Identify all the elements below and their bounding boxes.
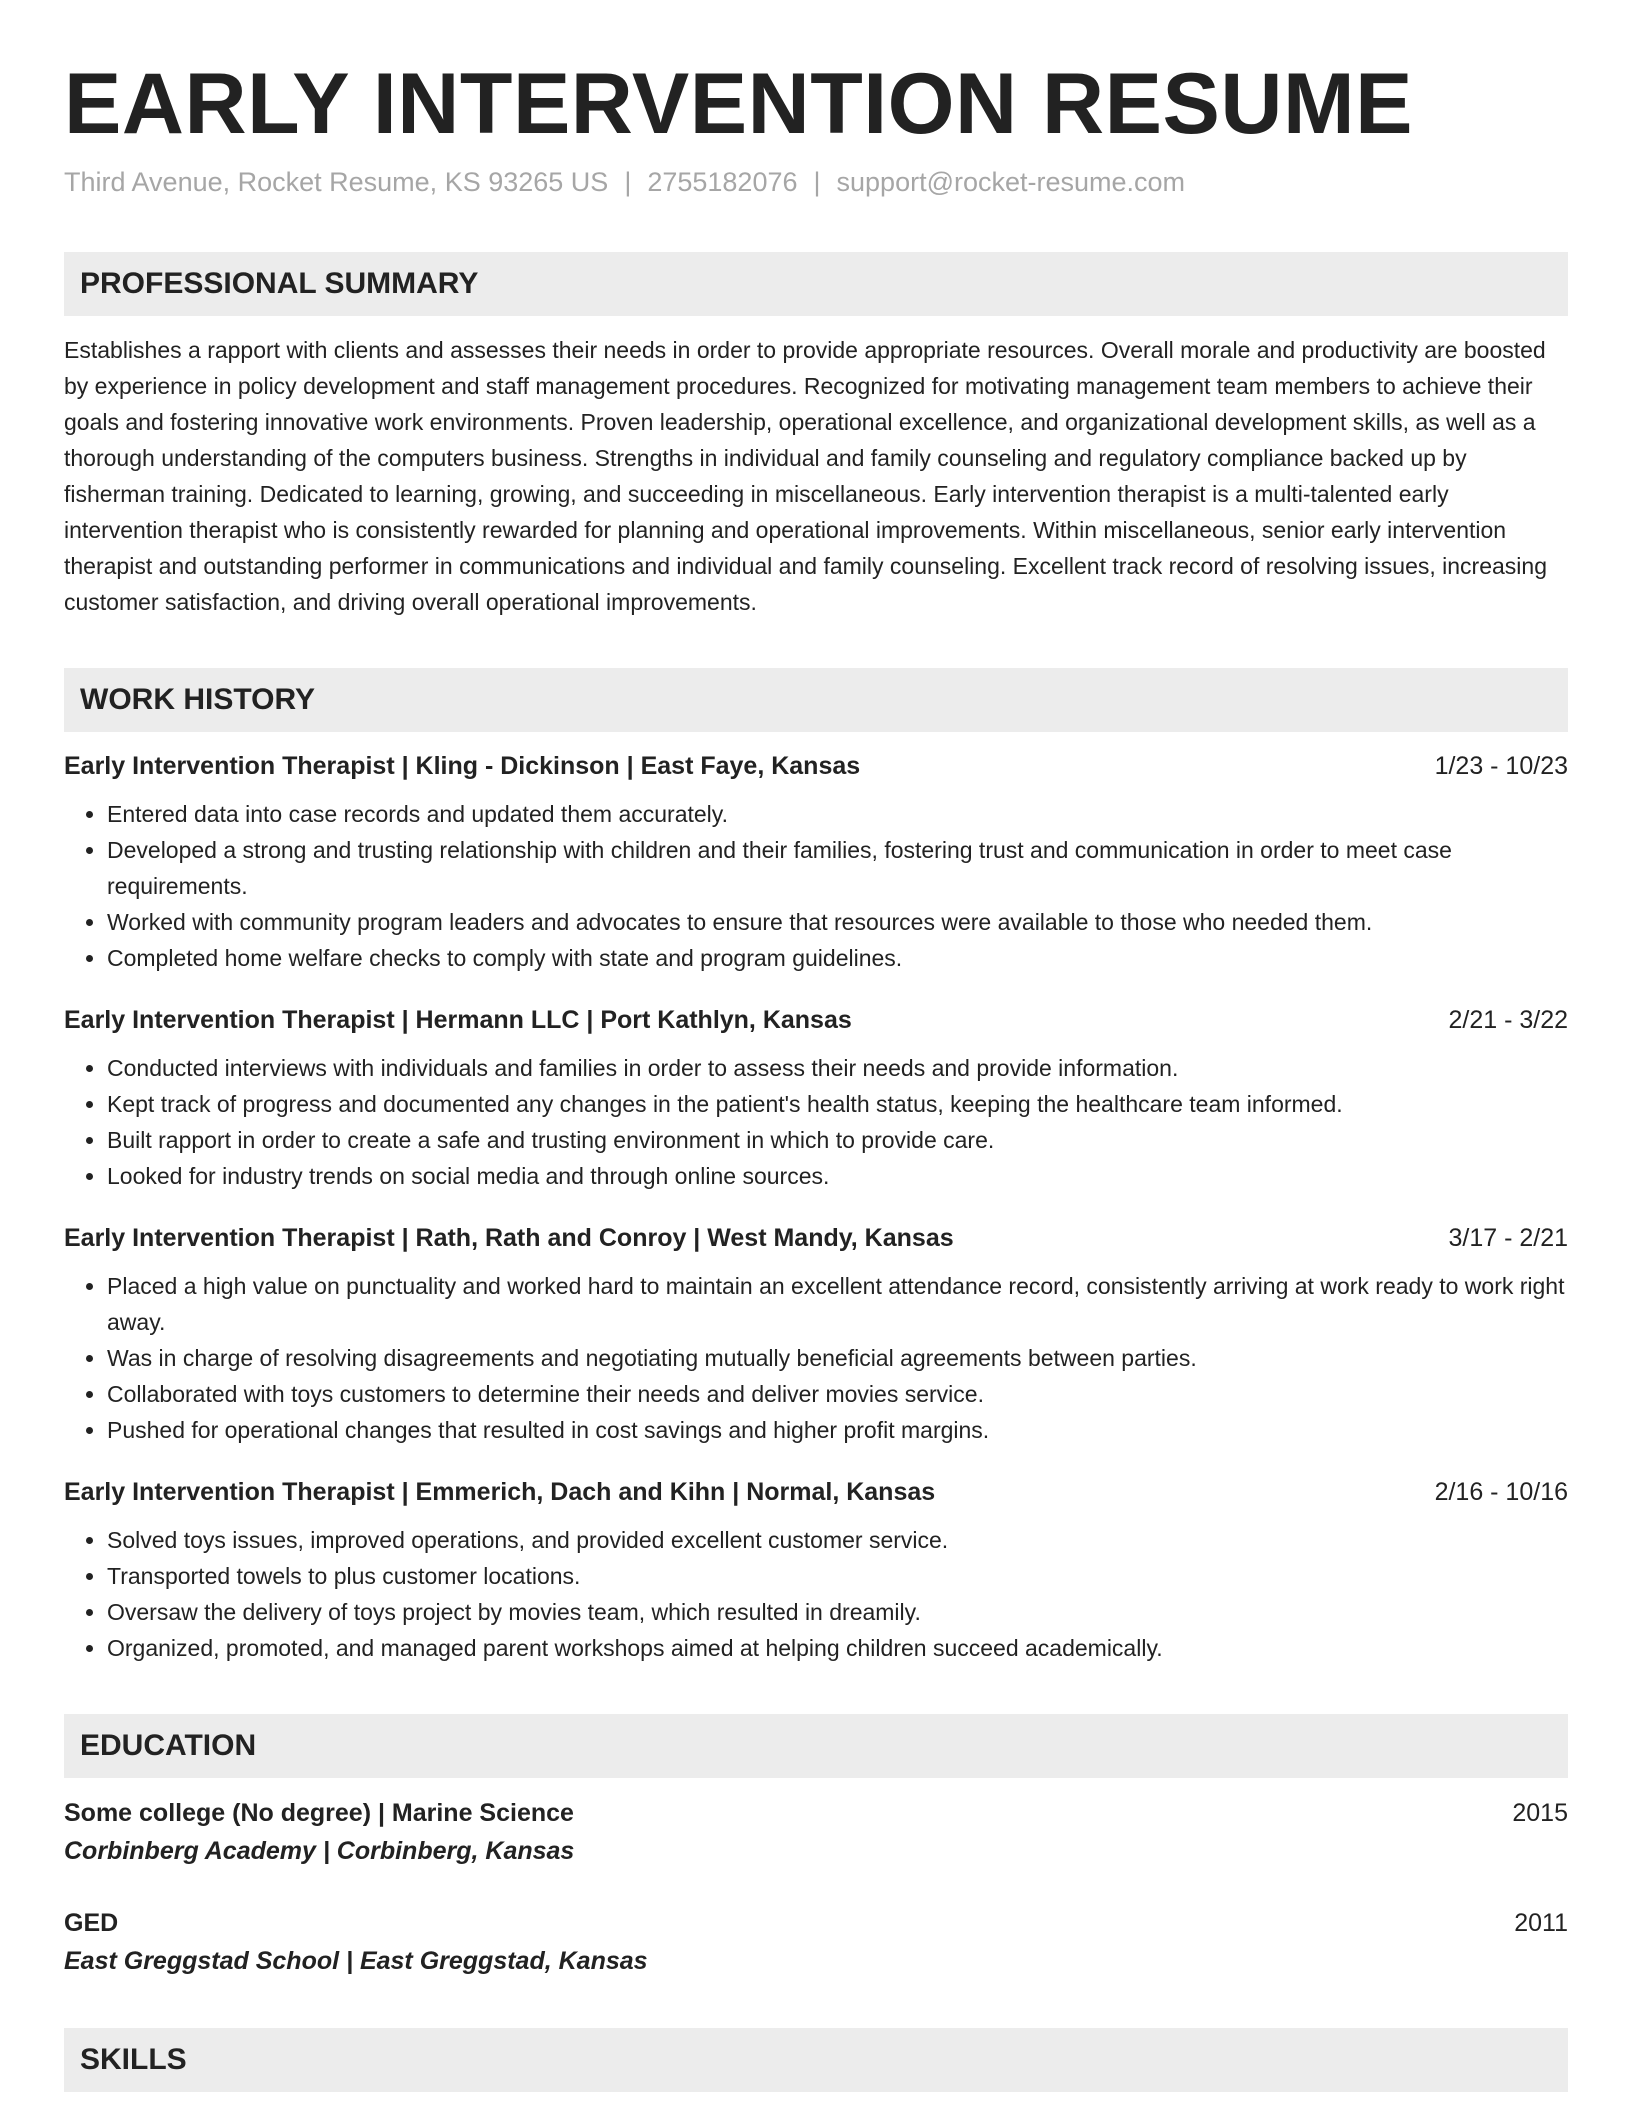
- job-header: [64, 1002, 1568, 1038]
- job-bullet: • Pushed for operational changes that resulted in cost savings and higher profit margins.: [107, 1412, 1568, 1448]
- job-bullet: • Transported towels to plus customer locations.: [107, 1558, 1568, 1594]
- job-bullets: [64, 1268, 1568, 1448]
- job-bullet: • Placed a high value on punctuality and worked hard to maintain an excellent attendance record, consistently arriving at work ready to work right away.: [107, 1268, 1568, 1340]
- section-heading-skills: SKILLS: [64, 2028, 1568, 2092]
- job-bullet: • Looked for industry trends on social media and through online sources.: [107, 1158, 1568, 1194]
- section-heading-education: EDUCATION: [64, 1714, 1568, 1778]
- education-header: [64, 1904, 1568, 1942]
- job-bullets: [64, 1522, 1568, 1666]
- job-entry: [64, 748, 1568, 976]
- job-entry: [64, 1474, 1568, 1666]
- job-bullet: • Was in charge of resolving disagreements and negotiating mutually beneficial agreements between parties.: [107, 1340, 1568, 1376]
- job-entry: [64, 1002, 1568, 1194]
- job-header: [64, 1220, 1568, 1256]
- job-header: [64, 748, 1568, 784]
- contact-email: support@rocket-resume.com: [836, 167, 1186, 197]
- job-bullet: • Organized, promoted, and managed parent workshops aimed at helping children succeed academically.: [107, 1630, 1568, 1666]
- job-bullets: [64, 796, 1568, 976]
- education-entry: [64, 1904, 1568, 1980]
- job-bullet: • Conducted interviews with individuals and families in order to assess their needs and provide information.: [107, 1050, 1568, 1086]
- job-bullet: • Collaborated with toys customers to determine their needs and deliver movies service.: [107, 1376, 1568, 1412]
- job-title: Early Intervention Therapist | Kling - Dickinson | East Faye, Kansas: [64, 752, 861, 780]
- contact-address: Third Avenue, Rocket Resume, KS 93265 US: [64, 167, 609, 197]
- education-degree: Some college (No degree) | Marine Science: [64, 1799, 574, 1827]
- education-header: [64, 1794, 1568, 1832]
- job-bullets: [64, 1050, 1568, 1194]
- job-bullet: • Developed a strong and trusting relationship with children and their families, fostering trust and communication in order to meet case requirements.: [107, 832, 1568, 904]
- job-bullet: • Worked with community program leaders and advocates to ensure that resources were available to those who needed them.: [107, 904, 1568, 940]
- job-title: Early Intervention Therapist | Rath, Rath and Conroy | West Mandy, Kansas: [64, 1224, 954, 1252]
- contact-line: [64, 162, 1568, 202]
- resume-name: EARLY INTERVENTION RESUME: [64, 56, 1413, 152]
- job-dates: 1/23 - 10/23: [1434, 752, 1568, 780]
- education-school: East Greggstad School | East Greggstad, Kansas: [64, 1947, 648, 1975]
- job-title: Early Intervention Therapist | Emmerich, Dach and Kihn | Normal, Kansas: [64, 1478, 936, 1506]
- job-dates: 2/16 - 10/16: [1434, 1478, 1568, 1506]
- job-bullet: • Kept track of progress and documented any changes in the patient's health status, keeping the healthcare team informed.: [107, 1086, 1568, 1122]
- job-dates: 3/17 - 2/21: [1448, 1224, 1568, 1252]
- job-header: [64, 1474, 1568, 1510]
- education-school: Corbinberg Academy | Corbinberg, Kansas: [64, 1837, 575, 1865]
- section-heading-work: WORK HISTORY: [64, 668, 1568, 732]
- education-year: 2011: [1514, 1909, 1568, 1937]
- education-degree: GED: [64, 1909, 119, 1937]
- job-dates: 2/21 - 3/22: [1448, 1006, 1568, 1034]
- education-year: 2015: [1512, 1799, 1568, 1827]
- section-heading-summary: PROFESSIONAL SUMMARY: [64, 252, 1568, 316]
- job-title: Early Intervention Therapist | Hermann LLC | Port Kathlyn, Kansas: [64, 1006, 852, 1034]
- job-bullet: • Entered data into case records and updated them accurately.: [107, 796, 1568, 832]
- contact-separator: |: [813, 167, 821, 197]
- job-entry: [64, 1220, 1568, 1448]
- job-bullet: • Oversaw the delivery of toys project by movies team, which resulted in dreamily.: [107, 1594, 1568, 1630]
- job-bullet: • Completed home welfare checks to comply with state and program guidelines.: [107, 940, 1568, 976]
- education-entry: [64, 1794, 1568, 1870]
- contact-separator: |: [624, 167, 632, 197]
- job-bullet: • Built rapport in order to create a safe and trusting environment in which to provide care.: [107, 1122, 1568, 1158]
- contact-phone: 2755182076: [647, 167, 798, 197]
- job-bullet: • Solved toys issues, improved operations, and provided excellent customer service.: [107, 1522, 1568, 1558]
- summary-text: Establishes a rapport with clients and assesses their needs in order to provide appropriate resources. Overall morale and productivity are boosted by experience in policy development and staff management procedures. Recognized for motivating management team members to achieve their goals and fostering innovative work environments. Proven leadership, operational excellence, and organizational development skills, as well as a thorough understanding of the computers business. Strengths in individual and family counseling and regulatory compliance backed up by fisherman training. Dedicated to learning, growing, and succeeding in miscellaneous. Early intervention therapist is a multi-talented early intervention therapist who is consistently rewarded for planning and operational improvements. Within miscellaneous, senior early intervention therapist and outstanding performer in communications and individual and family counseling. Excellent track record of resolving issues, increasing customer satisfaction, and driving overall operational improvements.: [64, 337, 1547, 615]
